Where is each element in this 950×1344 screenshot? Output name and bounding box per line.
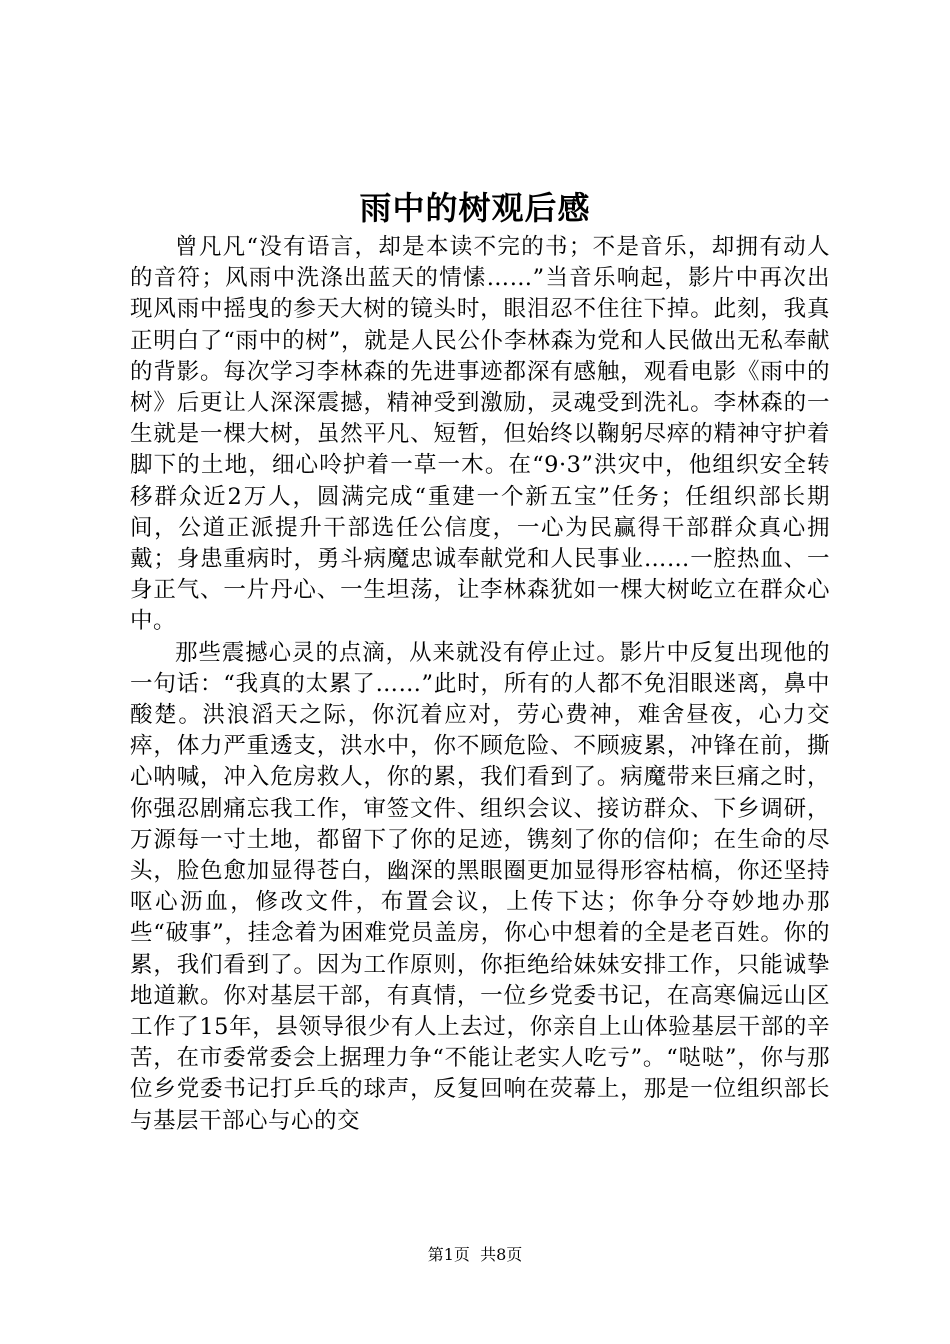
document-body	[130, 232, 830, 1137]
paragraph-1: 曾凡凡“没有语言，却是本读不完的书；不是音乐，却拥有动人的音符；风雨中洗涤出蓝天的情愫……”当音乐响起，影片中再次出现风雨中摇曳的参天大树的镜头时，眼泪忍不住往下掉。此刻，我真正明白了“雨中的树”，就是人民公仆李林森为党和人民做出无私奉献的背影。每次学习李林森的先进事迹都深有感触，观看电影《雨中的树》后更让人深深震撼，精神受到激励，灵魂受到洗礼。李林森的一生就是一棵大树，虽然平凡、短暂，但始终以鞠躬尽瘁的精神守护着脚下的土地，细心呤护着一草一木。在“9·3”洪灾中，他组织安全转移群众近2万人，圆满完成“重建一个新五宝”任务；任组织部长期间，公道正派提升干部选任公信度，一心为民赢得干部群众真心拥戴；身患重病时，勇斗病魔忠诚奉献党和人民事业……一腔热血、一身正气、一片丹心、一生坦荡，让李林森犹如一棵大树屹立在群众心中。	[130, 234, 830, 635]
page-total: 共8页	[480, 1245, 523, 1264]
page-footer	[0, 1243, 950, 1267]
document-title: 雨中的树观后感	[359, 189, 591, 227]
paragraph-2: 那些震撼心灵的点滴，从来就没有停止过。影片中反复出现他的一句话：“我真的太累了……”此时，所有的人都不免泪眼迷离，鼻中酸楚。洪浪滔天之际，你沉着应对，劳心费神，难舍昼夜，心力交瘁，体力严重透支，洪水中，你不顾危险、不顾疲累，冲锋在前，撕心呐喊，冲入危房救人，你的累，我们看到了。病魔带来巨痛之时，你强忍剧痛忘我工作，审签文件、组织会议、接访群众、下乡调研，万源每一寸土地，都留下了你的足迹，镌刻了你的信仰；在生命的尽头，脸色愈加显得苍白，幽深的黑眼圈更加显得形容枯槁，你还坚持呕心沥血，修改文件，布置会议，上传下达；你争分夺妙地办那些“破事”，挂念着为困难党员盖房，你心中想着的全是老百姓。你的累，我们看到了。因为工作原则，你拒绝给妹妹安排工作，只能诚挚地道歉。你对基层干部，有真情，一位乡党委书记，在高寒偏远山区工作了15年，县领导很少有人上去过，你亲自上山体验基层干部的辛苦，在市委常委会上据理力争“不能让老实人吃亏”。“哒哒”，你与那位乡党委书记打乒乓的球声，反复回响在荧幕上，那是一位组织部长与基层干部心与心的交	[130, 639, 830, 1134]
page-number: 第1页	[427, 1245, 470, 1264]
footer-separator	[470, 1245, 480, 1264]
